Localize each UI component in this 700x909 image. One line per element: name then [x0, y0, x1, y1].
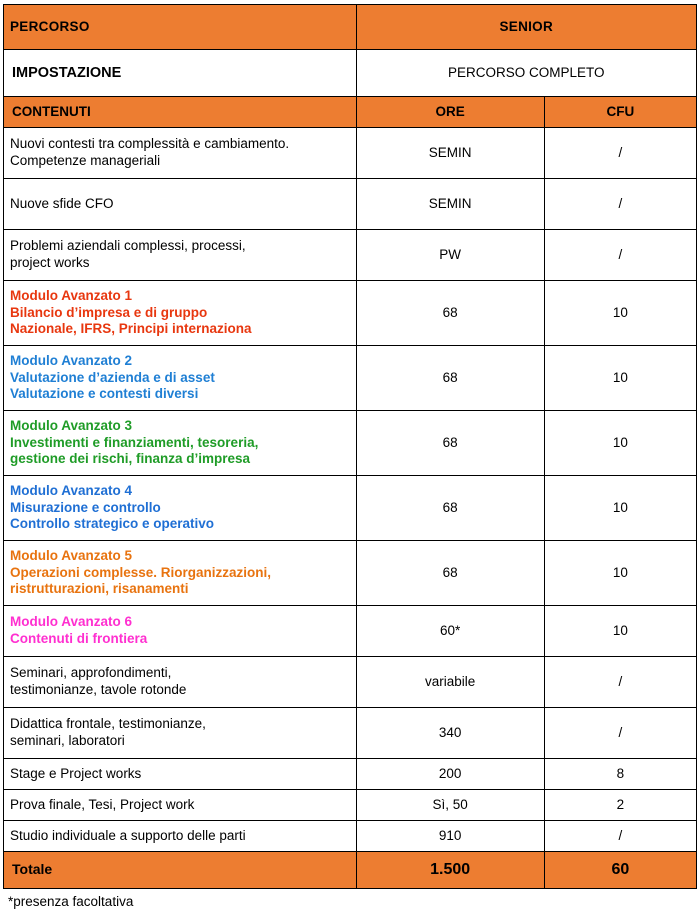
row-line: Stage e Project works — [10, 765, 142, 781]
row-cfu: 8 — [544, 759, 696, 790]
module-line: Nazionale, IFRS, Principi internaziona — [10, 321, 252, 337]
row-ore: 68 — [356, 346, 544, 411]
table-row-impostazione — [4, 50, 697, 97]
row-line: Nuovi contesti tra complessità e cambiamento. — [10, 136, 290, 152]
row-cfu: / — [544, 708, 696, 759]
row-content — [4, 821, 357, 852]
module-line: ristrutturazioni, risanamenti — [10, 581, 189, 597]
row-ore: 68 — [356, 411, 544, 476]
module-line: Controllo strategico e operativo — [10, 516, 215, 532]
row-cfu: 10 — [544, 606, 696, 657]
row-cfu: / — [544, 128, 696, 179]
table-row — [4, 821, 697, 852]
row-cfu: 10 — [544, 476, 696, 541]
row-content — [4, 541, 357, 606]
table-row-total — [4, 852, 697, 889]
module-title: Modulo Avanzato 3 — [10, 417, 133, 433]
table-row-modulo-2 — [4, 346, 697, 411]
module-title: Modulo Avanzato 6 — [10, 614, 133, 630]
row-ore: Sì, 50 — [356, 790, 544, 821]
table-row-modulo-5 — [4, 541, 697, 606]
row-content — [4, 708, 357, 759]
row-ore: SEMIN — [356, 128, 544, 179]
subheader-cfu: CFU — [544, 97, 696, 128]
row-cfu: / — [544, 657, 696, 708]
row-ore: 68 — [356, 476, 544, 541]
module-line: Misurazione e controllo — [10, 499, 161, 515]
row-content — [4, 606, 357, 657]
row-content — [4, 281, 357, 346]
row-cfu: / — [544, 821, 696, 852]
module-line: gestione dei rischi, finanza d’impresa — [10, 451, 251, 467]
table-row — [4, 230, 697, 281]
row-content — [4, 476, 357, 541]
row-content — [4, 759, 357, 790]
module-line: Valutazione d’azienda e di asset — [10, 369, 215, 385]
table-row — [4, 128, 697, 179]
total-ore: 1.500 — [356, 852, 544, 889]
row-ore: PW — [356, 230, 544, 281]
module-line: Operazioni complesse. Riorganizzazioni, — [10, 564, 272, 580]
row-cfu: / — [544, 179, 696, 230]
table-row-modulo-6 — [4, 606, 697, 657]
row-line: project works — [10, 255, 90, 270]
row-cfu: 10 — [544, 281, 696, 346]
subheader-ore: ORE — [356, 97, 544, 128]
total-label: Totale — [4, 852, 357, 889]
table-subheader-row — [4, 97, 697, 128]
module-title: Modulo Avanzato 5 — [10, 547, 133, 563]
table-row — [4, 708, 697, 759]
row-content — [4, 790, 357, 821]
module-line: Valutazione e contesti diversi — [10, 386, 199, 402]
table-row — [4, 759, 697, 790]
row-cfu: 10 — [544, 411, 696, 476]
module-title: Modulo Avanzato 1 — [10, 287, 133, 303]
table-row — [4, 657, 697, 708]
row-ore: 68 — [356, 541, 544, 606]
row-ore: variabile — [356, 657, 544, 708]
module-title: Modulo Avanzato 4 — [10, 482, 133, 498]
row-line: Prova finale, Tesi, Project work — [10, 796, 195, 812]
row-line: Competenze manageriali — [10, 153, 161, 168]
row-cfu: 10 — [544, 541, 696, 606]
row-cfu: 10 — [544, 346, 696, 411]
module-line: Investimenti e finanziamenti, tesoreria, — [10, 434, 259, 450]
row-ore: 60* — [356, 606, 544, 657]
module-line: Bilancio d’impresa e di gruppo — [10, 304, 208, 320]
row-line: testimonianze, tavole rotonde — [10, 682, 187, 697]
row-ore: 910 — [356, 821, 544, 852]
row-ore: 68 — [356, 281, 544, 346]
row-line: seminari, laboratori — [10, 733, 125, 748]
row-line: Didattica frontale, testimonianze, — [10, 716, 206, 732]
subheader-contenuti: CONTENUTI — [4, 97, 357, 128]
row-line: Nuove sfide CFO — [10, 195, 114, 211]
row-line: Seminari, approfondimenti, — [10, 665, 172, 681]
table-row — [4, 790, 697, 821]
table-row-modulo-3 — [4, 411, 697, 476]
total-cfu: 60 — [544, 852, 696, 889]
row-content — [4, 179, 357, 230]
table-row — [4, 179, 697, 230]
row-content — [4, 230, 357, 281]
row-cfu: 2 — [544, 790, 696, 821]
module-title: Modulo Avanzato 2 — [10, 352, 133, 368]
header-percorso: PERCORSO — [4, 5, 357, 50]
row-ore: SEMIN — [356, 179, 544, 230]
footnote: *presenza facoltativa — [8, 894, 134, 909]
module-line: Contenuti di frontiera — [10, 631, 148, 646]
impostazione-value: PERCORSO COMPLETO — [356, 50, 697, 97]
row-content — [4, 346, 357, 411]
row-line: Studio individuale a supporto delle parti — [10, 827, 246, 843]
row-ore: 340 — [356, 708, 544, 759]
header-senior: SENIOR — [356, 5, 697, 50]
table-row-modulo-1 — [4, 281, 697, 346]
course-path-table — [3, 4, 697, 889]
row-line: Problemi aziendali complessi, processi, — [10, 238, 246, 254]
row-content — [4, 411, 357, 476]
row-content — [4, 657, 357, 708]
row-cfu: / — [544, 230, 696, 281]
table-header-row — [4, 5, 697, 50]
impostazione-label: IMPOSTAZIONE — [4, 50, 357, 97]
table-row-modulo-4 — [4, 476, 697, 541]
row-ore: 200 — [356, 759, 544, 790]
row-content — [4, 128, 357, 179]
